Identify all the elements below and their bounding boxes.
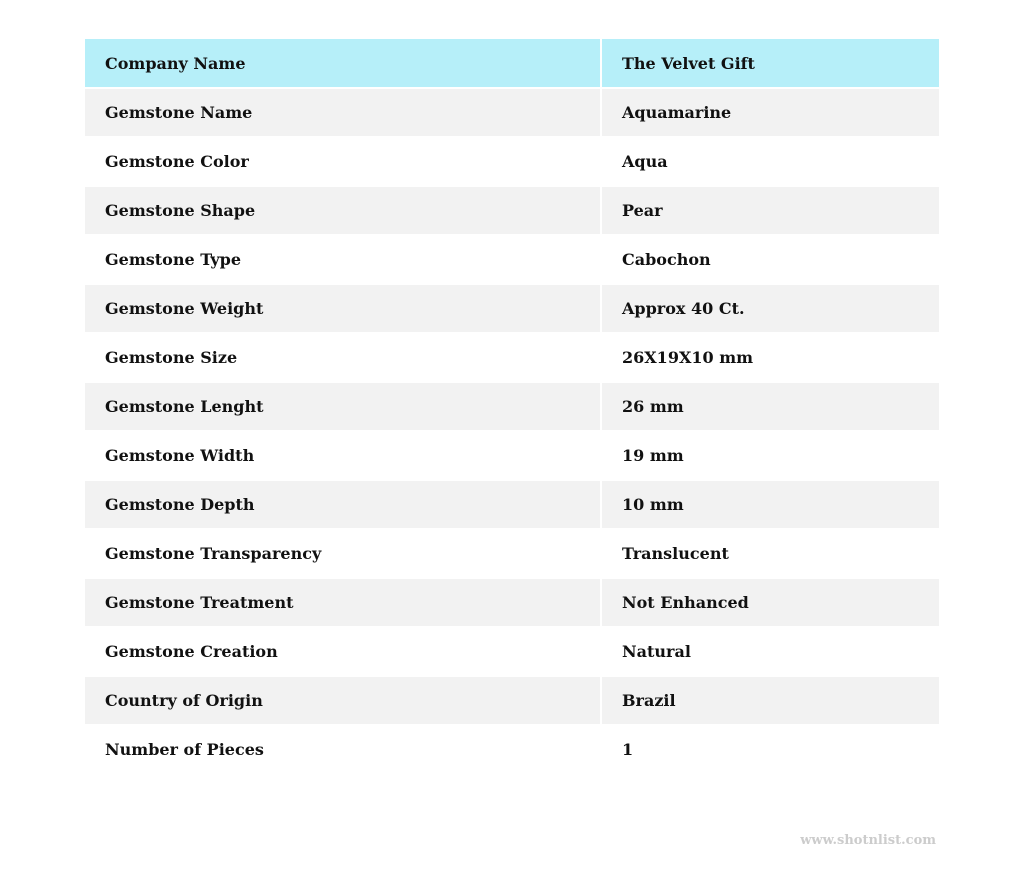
row-label: Gemstone Size xyxy=(85,333,601,382)
row-label: Gemstone Width xyxy=(85,431,601,480)
row-label: Number of Pieces xyxy=(85,725,601,774)
gemstone-spec-table xyxy=(85,39,939,775)
row-value: Cabochon xyxy=(601,235,939,284)
row-value: 19 mm xyxy=(601,431,939,480)
row-value: Not Enhanced xyxy=(601,578,939,627)
row-value: 26 mm xyxy=(601,382,939,431)
row-value: 10 mm xyxy=(601,480,939,529)
row-value: 1 xyxy=(601,725,939,774)
row-label: Gemstone Shape xyxy=(85,186,601,235)
table-row xyxy=(85,235,939,284)
table-row xyxy=(85,284,939,333)
row-label: Gemstone Lenght xyxy=(85,382,601,431)
table-row xyxy=(85,333,939,382)
table-row xyxy=(85,627,939,676)
table-row xyxy=(85,480,939,529)
table-row xyxy=(85,382,939,431)
table-row xyxy=(85,431,939,480)
row-value: Aquamarine xyxy=(601,88,939,137)
header-label: Company Name xyxy=(85,39,601,88)
row-label: Gemstone Color xyxy=(85,137,601,186)
table-row xyxy=(85,578,939,627)
table-row xyxy=(85,88,939,137)
row-label: Gemstone Type xyxy=(85,235,601,284)
table-row xyxy=(85,529,939,578)
row-value: Brazil xyxy=(601,676,939,725)
table-row xyxy=(85,725,939,774)
watermark: www.shotnlist.com xyxy=(800,833,936,848)
row-label: Gemstone Creation xyxy=(85,627,601,676)
table-row xyxy=(85,137,939,186)
row-label: Gemstone Weight xyxy=(85,284,601,333)
row-label: Country of Origin xyxy=(85,676,601,725)
row-value: Translucent xyxy=(601,529,939,578)
row-label: Gemstone Depth xyxy=(85,480,601,529)
header-value: The Velvet Gift xyxy=(601,39,939,88)
row-value: Pear xyxy=(601,186,939,235)
row-value: Aqua xyxy=(601,137,939,186)
row-value: Approx 40 Ct. xyxy=(601,284,939,333)
row-value: Natural xyxy=(601,627,939,676)
row-value: 26X19X10 mm xyxy=(601,333,939,382)
table-row xyxy=(85,676,939,725)
table-row xyxy=(85,186,939,235)
row-label: Gemstone Treatment xyxy=(85,578,601,627)
table-header-row xyxy=(85,39,939,88)
row-label: Gemstone Transparency xyxy=(85,529,601,578)
row-label: Gemstone Name xyxy=(85,88,601,137)
